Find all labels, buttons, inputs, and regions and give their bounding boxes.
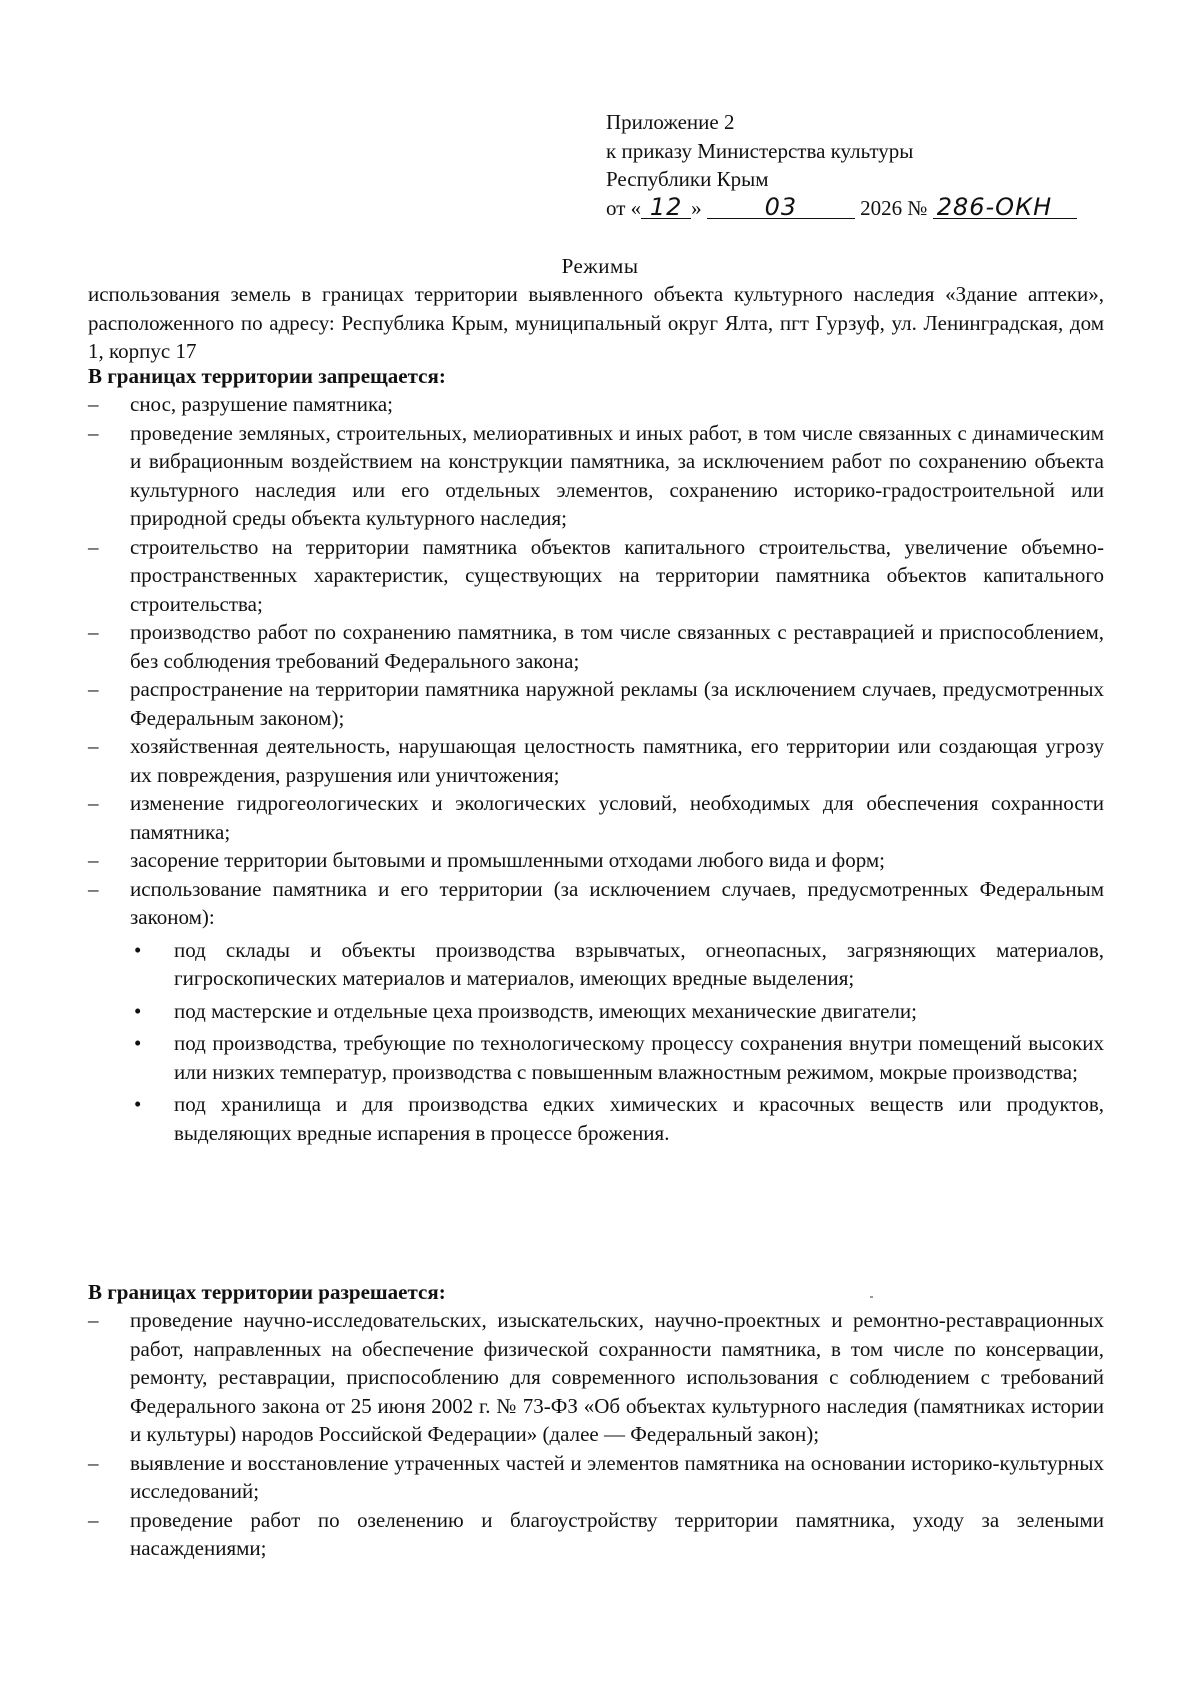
order-date-line <box>606 194 1077 223</box>
prohibited-uses-sublist <box>130 936 1104 1148</box>
prohibited-use-item: • под хранилища и для производства едких химических и красочных веществ или продуктов, выделяющих вредные испарения в процессе брожения. <box>134 1092 1104 1145</box>
prohibited-item: – изменение гидрогеологических и экологических условий, необходимых для обеспечения сохранности памятника; <box>88 791 1104 844</box>
document-subtitle: использования земель в границах территории выявленного объекта культурного наследия «Здание аптеки», расположенного по адресу: Республика Крым, муниципальный округ Ялта, пгт Гурзуф, ул. Ленинградская, дом 1, корпус 17 <box>88 282 1104 363</box>
prohibited-item: – хозяйственная деятельность, нарушающая целостность памятника, его территории или создающая угрозу их повреждения, разрушения или уничтожения; <box>88 734 1104 787</box>
allowed-item: – проведение научно-исследовательских, изыскательских, научно-проектных и ремонтно-реставрационных работ, направленных на обеспечение физической сохранности памятника, в том числе по консервации, ремонту, реставрации, приспособлению для современного использования с соблюдением с требований Федерального закона от 25 июня 2002 г. № 73-ФЗ «Об объектах культурного наследия (памятниках истории и культуры) народов Российской Федерации» (далее — Федеральный закон); <box>88 1308 1104 1446</box>
document-title: Режимы <box>561 254 639 278</box>
prohibited-heading: В границах территории запрещается: <box>88 364 446 388</box>
bullet-marker: • <box>134 1031 142 1055</box>
dash-marker: – <box>88 876 99 901</box>
prohibited-list <box>88 390 1104 1147</box>
prohibited-item: – распространение на территории памятника наружной рекламы (за исключением случаев, предусмотренных Федеральным законом); <box>88 677 1104 730</box>
dash-marker: – <box>88 734 99 758</box>
dash-marker: – <box>88 791 99 815</box>
scan-speck <box>870 1296 873 1298</box>
prohibited-item: – производство работ по сохранению памятника, в том числе связанных с реставрацией и приспособлением, без соблюдения требований Федерального закона; <box>88 620 1104 673</box>
dash-marker: – <box>88 1450 99 1475</box>
dash-marker: – <box>88 848 99 872</box>
date-prefix: от « <box>606 195 642 220</box>
bullet-marker: • <box>134 937 142 962</box>
allowed-heading: В границах территории разрешается: <box>88 1280 446 1304</box>
date-year: 2026 № <box>860 195 928 220</box>
dash-marker: – <box>88 392 99 416</box>
handwritten-month: 03 <box>707 196 855 219</box>
prohibited-item: – строительство на территории памятника объектов капитального строительства, увеличение объемно-пространственных характеристик, существующих на территории памятника объектов капитального строительства; <box>88 534 1104 616</box>
allowed-list <box>88 1306 1104 1563</box>
prohibited-item: – снос, разрушение памятника; <box>88 390 1104 419</box>
bullet-marker: • <box>134 1092 142 1116</box>
prohibited-item: – засорение территории бытовыми и промышленными отходами любого вида и форм; <box>88 846 1104 875</box>
dash-marker: – <box>88 620 99 644</box>
dash-marker: – <box>88 1507 99 1532</box>
order-reference: к приказу Министерства культуры <box>606 138 914 163</box>
allowed-item: – выявление и восстановление утраченных частей и элементов памятника на основании историко-культурных исследований; <box>88 1450 1104 1503</box>
prohibited-item: – проведение земляных, строительных, мелиоративных и иных работ, в том числе связанных с динамическим и вибрационным воздействием на конструкции памятника, за исключением работ по сохранению объекта культурного наследия или его отдельных элементов, сохранению историко-градостроительной или природной среды объекта культурного наследия; <box>88 420 1104 530</box>
dash-marker: – <box>88 534 99 559</box>
date-day-close: » <box>691 195 702 220</box>
dash-marker: – <box>88 677 99 701</box>
dash-marker: – <box>88 1308 99 1332</box>
prohibited-use-item: • под мастерские и отдельные цеха производств, имеющих механические двигатели; <box>130 997 1104 1026</box>
appendix-label: Приложение 2 <box>606 110 735 134</box>
prohibited-use-item: • под производства, требующие по технологическому процессу сохранения внутри помещений высоких или низких температур, производства с повышенным влажностным режимом, мокрые производства; <box>134 1031 1104 1084</box>
prohibited-item: – использование памятника и его территории (за исключением случаев, предусмотренных Федеральным законом): • под склады и объекты производства взрывчатых, огнеопасных, загрязняющих материалов, гигроскопических материалов и материалов, имеющих вредные выделения; • под мастерские и отдельные цеха производств, имеющих механические двигатели; • под производства, требующие по технологическому процессу сохранения внутри помещений высоких или низких температур, производства с повышенным влажностным режимом, мокрые производства; • под хранилища и для производства едких химических и красочных веществ или продуктов, выделяющих вредные испарения в процессе брожения. <box>88 875 1104 1148</box>
dash-marker: – <box>88 420 99 445</box>
appendix-header <box>606 108 1077 222</box>
bullet-marker: • <box>134 998 142 1023</box>
allowed-item: – проведение работ по озеленению и благоустройству территории памятника, уходу за зелеными насаждениями; <box>88 1507 1104 1560</box>
handwritten-order-number: 286-ОКН <box>933 196 1077 219</box>
handwritten-day: 12 <box>641 196 691 219</box>
republic-label: Республики Крым <box>606 167 769 191</box>
prohibited-use-item: • под склады и объекты производства взрывчатых, огнеопасных, загрязняющих материалов, гигроскопических материалов и материалов, имеющих вредные выделения; <box>134 937 1104 990</box>
